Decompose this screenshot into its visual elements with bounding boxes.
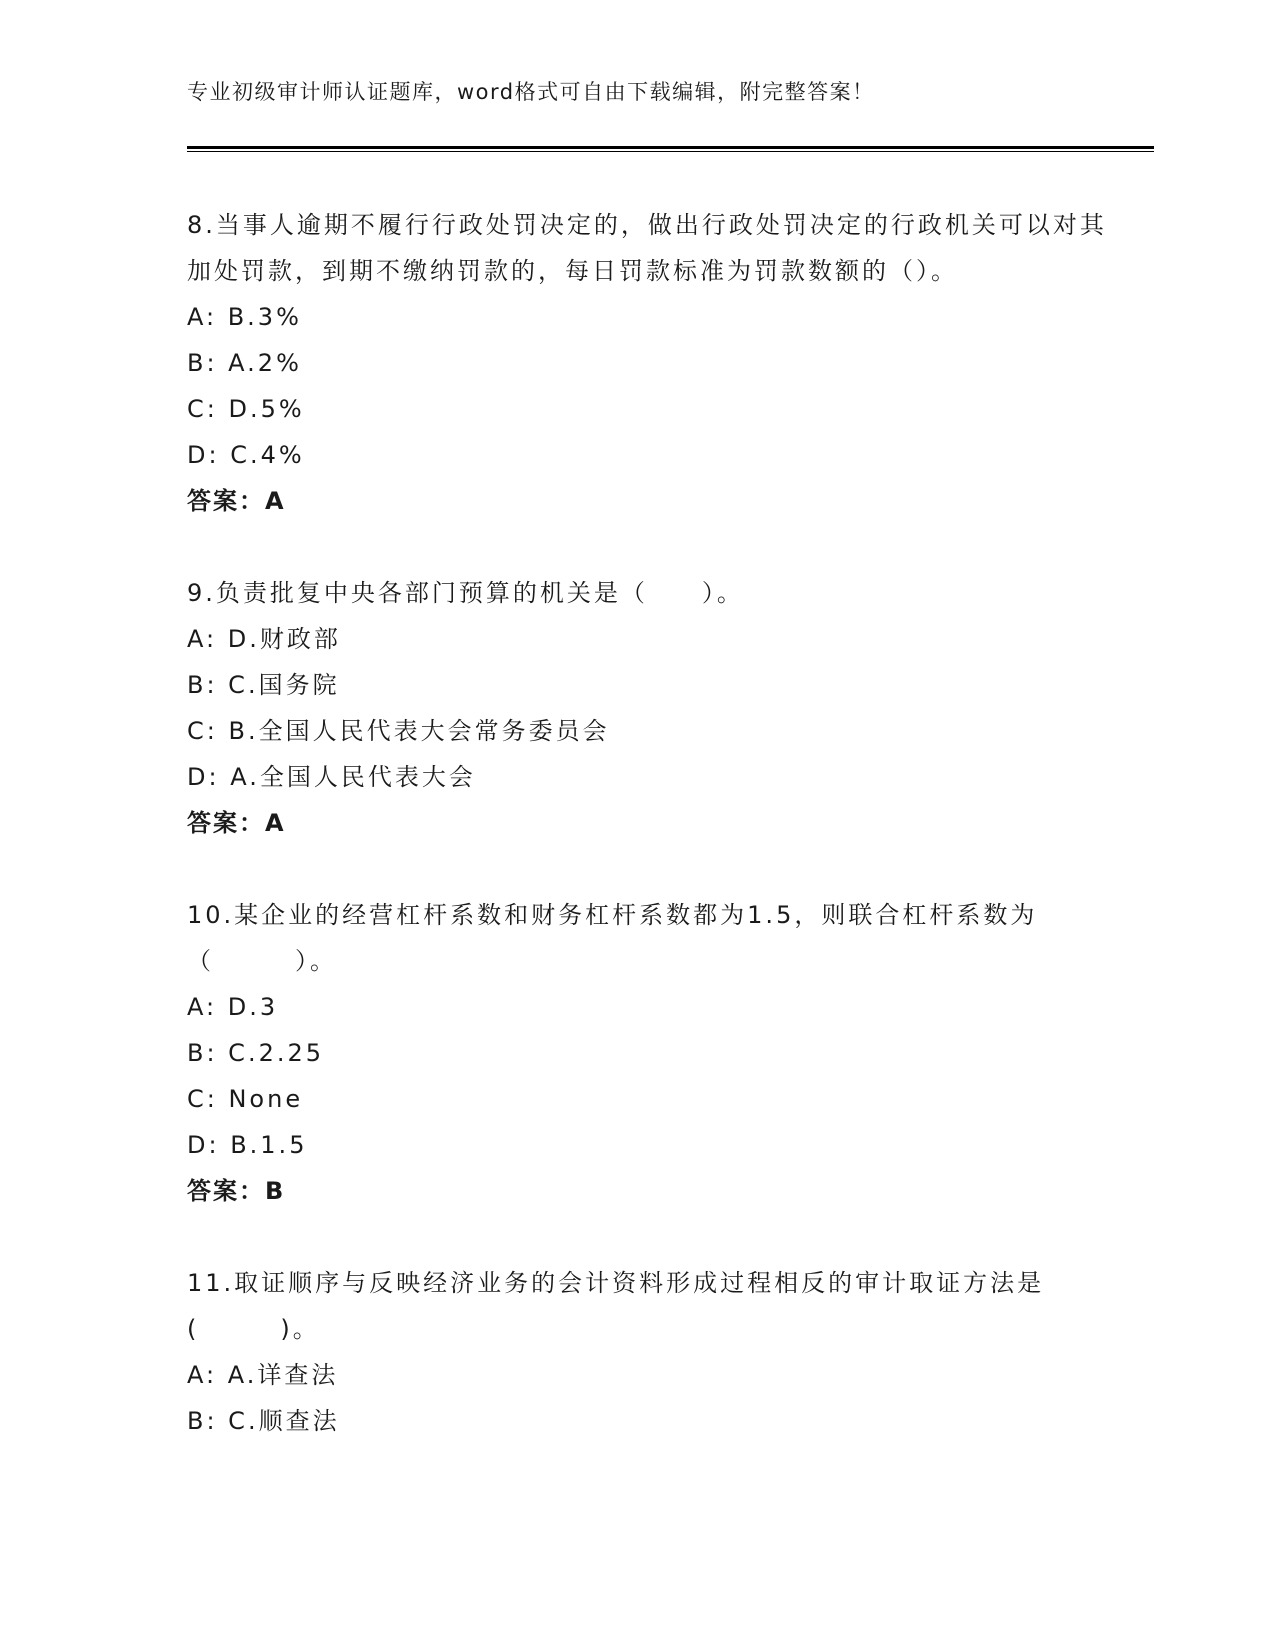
option-b: B: C.顺查法 bbox=[187, 1407, 340, 1435]
header-rule-thin bbox=[187, 151, 1154, 152]
question-text: 8.当事人逾期不履行行政处罚决定的，做出行政处罚决定的行政机关可以对其加处罚款，到期不缴纳罚款的，每日罚款标准为罚款数额的（）。 bbox=[187, 211, 1107, 285]
question-11 bbox=[187, 1260, 1107, 1444]
option-c: C: D.5% bbox=[187, 395, 305, 423]
option-b: B: C.国务院 bbox=[187, 671, 340, 699]
question-text: 10.某企业的经营杠杆系数和财务杠杆系数都为1.5，则联合杠杆系数为（ ）。 bbox=[187, 901, 1038, 975]
header-note: 专业初级审计师认证题库，word格式可自由下载编辑，附完整答案！ bbox=[187, 80, 875, 104]
option-c: C: B.全国人民代表大会常务委员会 bbox=[187, 717, 610, 745]
option-b: B: A.2% bbox=[187, 349, 302, 377]
option-d: D: C.4% bbox=[187, 441, 305, 469]
option-d: D: A.全国人民代表大会 bbox=[187, 763, 476, 791]
question-text: 11.取证顺序与反映经济业务的会计资料形成过程相反的审计取证方法是( )。 bbox=[187, 1269, 1045, 1343]
answer: 答案：A bbox=[187, 809, 286, 837]
option-d: D: B.1.5 bbox=[187, 1131, 308, 1159]
question-9 bbox=[187, 570, 1107, 846]
option-a: A: B.3% bbox=[187, 303, 302, 331]
question-text: 9.负责批复中央各部门预算的机关是（ ）。 bbox=[187, 579, 744, 607]
answer: 答案：B bbox=[187, 1177, 286, 1205]
option-a: A: A.详查法 bbox=[187, 1361, 339, 1389]
question-10 bbox=[187, 892, 1107, 1214]
option-a: A: D.财政部 bbox=[187, 625, 341, 653]
option-c: C: None bbox=[187, 1085, 304, 1113]
answer: 答案：A bbox=[187, 487, 286, 515]
option-b: B: C.2.25 bbox=[187, 1039, 325, 1067]
header-rule-thick bbox=[187, 146, 1154, 149]
question-list bbox=[187, 202, 1107, 1490]
option-a: A: D.3 bbox=[187, 993, 279, 1021]
question-8 bbox=[187, 202, 1107, 524]
